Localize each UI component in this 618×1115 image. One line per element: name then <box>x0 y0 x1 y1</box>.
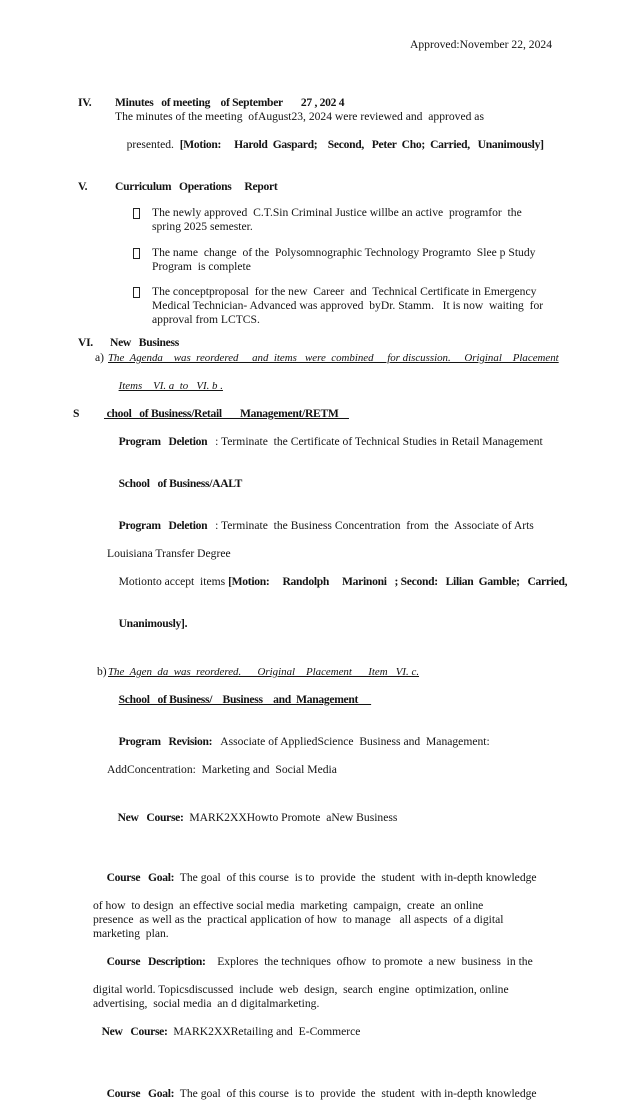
section-vi-title: New Business <box>110 336 179 349</box>
section-vi-number: VI. <box>78 336 93 349</box>
bullet-item-3 <box>0 285 618 299</box>
bullet-item-2 <box>0 246 618 260</box>
bullet-1-line1: The newly approved C.T.Sin Criminal Justice willbe an active programfor the <box>152 206 522 219</box>
item-b-marker: b) <box>97 665 107 678</box>
section-vi-heading <box>0 336 618 350</box>
section-iv-title: Minutes of meeting of September 27 , 202 4 <box>115 96 345 109</box>
course-goal-1-line4: marketing plan. <box>93 927 169 940</box>
section-iv-heading <box>0 96 618 110</box>
square-bullet-icon <box>133 287 140 298</box>
motion-line2: Unanimously]. <box>118 617 188 630</box>
course-description-line3: advertising, social media an d digitalmarketing. <box>93 997 320 1010</box>
motion-line1: Motionto accept items [Motion: Randolph Marinoni ; Second: Lilian Gamble; Carried, <box>118 575 568 588</box>
bullet-1-line2: spring 2025 semester. <box>152 220 253 233</box>
course-goal-1-line3: presence as well as the practical application of how to manage all aspects of a digital <box>93 913 504 926</box>
bullet-3-line1: The conceptproposal for the new Career and Technical Certificate in Emergency <box>152 285 537 298</box>
section-iv-text-line2 <box>0 124 618 166</box>
school-retail-heading: chool of Business/Retail Management/RETM <box>104 407 349 420</box>
section-iv-motion: [Motion: Harold Gaspard; Second, Peter Cho; Carried, Unanimously] <box>179 138 544 151</box>
course-goal-1-line2: of how to design an effective social media marketing campaign, create an online <box>93 899 484 912</box>
bullet-3-line2: Medical Technician- Advanced was approved byDr. Stamm. It is now waiting for <box>152 299 544 312</box>
item-b-row <box>0 665 618 679</box>
school-retail-row <box>0 407 618 421</box>
square-bullet-icon <box>133 208 140 219</box>
school-business-mgmt-heading: School of Business/ Business and Management <box>118 693 372 706</box>
school-aalt-heading: School of Business/AALT <box>118 477 243 490</box>
program-revision-line: Program Revision: Associate of AppliedScience Business and Management: <box>118 735 490 748</box>
new-course-2: New Course: MARK2XXRetailing and E-Commerce <box>101 1025 361 1038</box>
item-a-marker: a) <box>95 351 105 364</box>
bullet-item-1 <box>0 206 618 220</box>
item-a-note-line1: The Agenda was reordered and items were combined for discussion. Original Placement <box>108 352 559 364</box>
section-iv-number: IV. <box>78 96 92 109</box>
section-v-number: V. <box>78 180 88 193</box>
item-b-note-line1: The Agen da was reordered. Original Placement Item VI. c. <box>108 666 420 678</box>
bullet-3-line3: approval from LCTCS. <box>152 313 260 326</box>
program-deletion-1: Program Deletion : Terminate the Certificate of Technical Studies in Retail Management <box>118 435 543 448</box>
course-description-line2: digital world. Topicsdiscussed include web design, search engine optimization, online <box>93 983 509 996</box>
stray-s-character: S <box>73 407 80 420</box>
approved-date: Approved:November 22, 2024 <box>410 38 552 51</box>
bullet-2-line2: Program is complete <box>152 260 251 273</box>
section-iv-text-line2-regular: presented. <box>126 138 180 151</box>
program-deletion-2-line1: Program Deletion : Terminate the Business Concentration from the Associate of Arts <box>118 519 534 532</box>
item-a-note-line2: Items VI. a to VI. b . <box>118 380 223 392</box>
square-bullet-icon <box>133 248 140 259</box>
section-iv-text-line1: The minutes of the meeting ofAugust23, 2024 were reviewed and approved as <box>115 110 484 123</box>
item-a-row <box>0 351 618 365</box>
course-description-line1: Course Description: Explores the techniques ofhow to promote a new business in the <box>106 955 533 968</box>
add-concentration-line: AddConcentration: Marketing and Social Media <box>107 763 337 776</box>
bullet-2-line1: The name change of the Polysomnographic Technology Programto Slee p Study <box>152 246 536 259</box>
course-goal-1-line1: Course Goal: The goal of this course is to provide the student with in-depth knowledge <box>106 871 537 884</box>
course-goal-2-line1: Course Goal: The goal of this course is to provide the student with in-depth knowledge <box>106 1087 537 1100</box>
new-course-1: New Course: MARK2XXHowto Promote aNew Business <box>117 811 398 824</box>
section-v-title: Curriculum Operations Report <box>115 180 278 193</box>
section-v-heading <box>0 180 618 194</box>
program-deletion-2-line2: Louisiana Transfer Degree <box>107 547 231 560</box>
